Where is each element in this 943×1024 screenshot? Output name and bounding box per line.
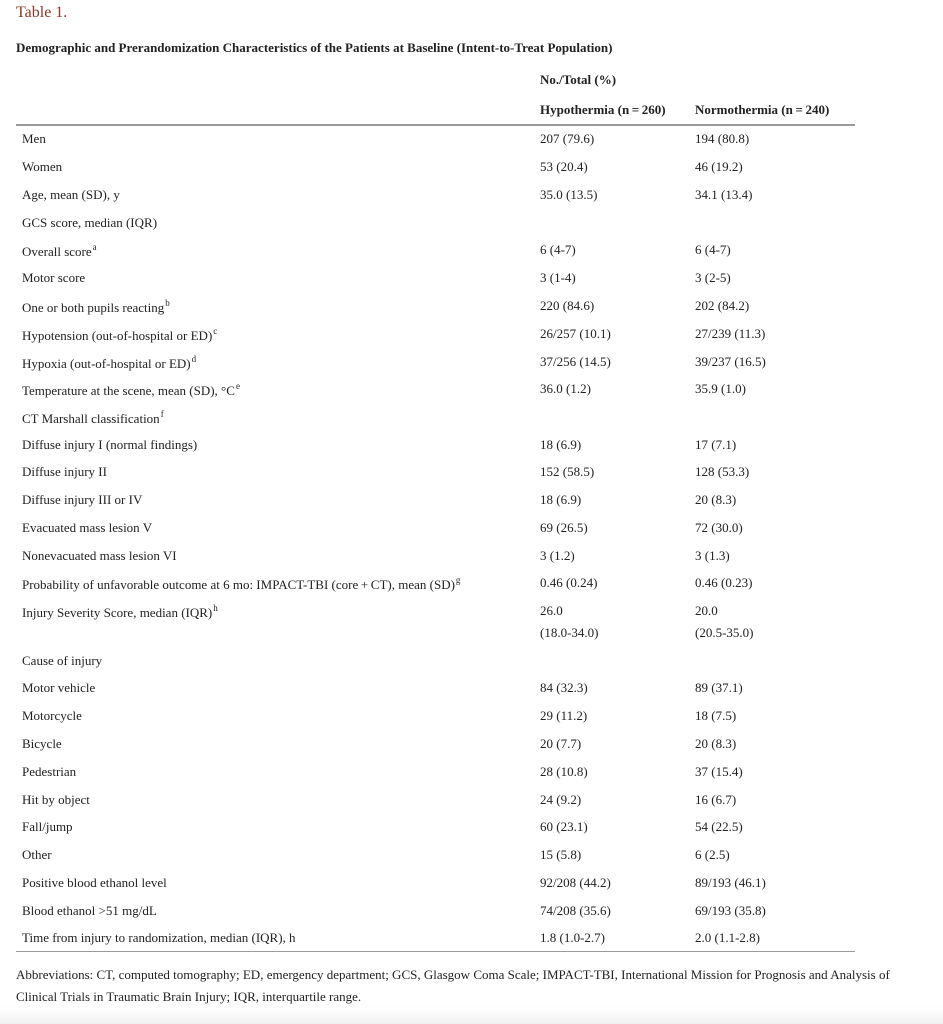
normothermia-value-range: (20.5-35.0) bbox=[695, 625, 754, 640]
row-label bbox=[22, 792, 90, 808]
hypothermia-value-text: 20 (7.7) bbox=[540, 736, 582, 751]
normothermia-value bbox=[695, 270, 731, 286]
normothermia-value bbox=[695, 736, 736, 752]
normothermia-value-text: 69/193 (35.8) bbox=[695, 903, 766, 918]
row-label-text: One or both pupils reacting bbox=[22, 300, 165, 315]
hypothermia-value-text: 6 (4-7) bbox=[540, 242, 576, 257]
hypothermia-value bbox=[540, 242, 576, 258]
normothermia-value bbox=[695, 354, 766, 370]
row-label bbox=[22, 131, 46, 147]
hypothermia-value bbox=[540, 464, 594, 480]
table-caption: Demographic and Prerandomization Characteristics of the Patients at Baseline (Intent-to-Treat Population) bbox=[16, 40, 613, 55]
row-label bbox=[22, 270, 85, 286]
row-label-text: Bicycle bbox=[22, 736, 62, 751]
row-label-text: Motor vehicle bbox=[22, 680, 96, 695]
row-label bbox=[22, 875, 167, 891]
normothermia-value bbox=[695, 381, 746, 397]
hypothermia-value bbox=[540, 159, 588, 175]
normothermia-value-text: 3 (1.3) bbox=[695, 548, 730, 563]
row-label bbox=[22, 409, 164, 427]
normothermia-value-text: 20 (8.3) bbox=[695, 736, 737, 751]
normothermia-value-text: 27/239 (11.3) bbox=[695, 326, 766, 341]
hypothermia-value-text: 26/257 (10.1) bbox=[540, 326, 611, 341]
normothermia-value-text: 34.1 (13.4) bbox=[695, 187, 753, 202]
normothermia-value bbox=[695, 708, 736, 724]
row-label-text: Motor score bbox=[22, 270, 86, 285]
normothermia-value bbox=[695, 903, 766, 919]
normothermia-value bbox=[695, 603, 754, 641]
row-label-text: Evacuated mass lesion V bbox=[22, 520, 153, 535]
row-label bbox=[22, 326, 217, 344]
row-label bbox=[22, 242, 97, 260]
normothermia-value-text: 89/193 (46.1) bbox=[695, 875, 766, 890]
normothermia-value bbox=[695, 326, 765, 342]
normothermia-value bbox=[695, 680, 743, 696]
hypothermia-value-text: 3 (1.2) bbox=[540, 548, 575, 563]
row-label bbox=[22, 381, 240, 399]
normothermia-value-text: 128 (53.3) bbox=[695, 464, 750, 479]
row-label bbox=[22, 575, 460, 593]
normothermia-value-text: 16 (6.7) bbox=[695, 792, 737, 807]
hypothermia-value-text: 18 (6.9) bbox=[540, 492, 582, 507]
normothermia-value-text: 0.46 (0.23) bbox=[695, 575, 753, 590]
normothermia-value-text: 6 (2.5) bbox=[695, 847, 730, 862]
column-header-normothermia: Normothermia (n = 240) bbox=[695, 102, 830, 117]
hypothermia-value-text: 53 (20.4) bbox=[540, 159, 588, 174]
footnote-marker: g bbox=[455, 575, 461, 585]
normothermia-value bbox=[695, 792, 736, 808]
normothermia-value-text: 6 (4-7) bbox=[695, 242, 731, 257]
hypothermia-value bbox=[540, 819, 588, 835]
hypothermia-value bbox=[540, 131, 594, 147]
hypothermia-value-text: 29 (11.2) bbox=[540, 708, 588, 723]
normothermia-value-text: 2.0 (1.1-2.8) bbox=[695, 930, 760, 945]
normothermia-value-text: 89 (37.1) bbox=[695, 680, 743, 695]
hypothermia-value bbox=[540, 736, 581, 752]
row-label bbox=[22, 930, 296, 946]
hypothermia-value-text: 3 (1-4) bbox=[540, 270, 576, 285]
normothermia-value bbox=[695, 492, 736, 508]
hypothermia-value bbox=[540, 187, 597, 203]
row-label bbox=[22, 736, 62, 752]
hypothermia-value-text: 74/208 (35.6) bbox=[540, 903, 611, 918]
normothermia-value bbox=[695, 847, 730, 863]
normothermia-value bbox=[695, 187, 752, 203]
normothermia-value-text: 194 (80.8) bbox=[695, 131, 750, 146]
hypothermia-value bbox=[540, 603, 599, 641]
column-header-hypothermia: Hypothermia (n = 260) bbox=[540, 102, 666, 117]
row-label bbox=[22, 847, 52, 863]
column-group-header: No./Total (%) bbox=[540, 72, 617, 87]
normothermia-value bbox=[695, 764, 743, 780]
row-label-text: Overall score bbox=[22, 244, 92, 259]
normothermia-value bbox=[695, 930, 760, 946]
row-label-text: Blood ethanol >51 mg/dL bbox=[22, 903, 157, 918]
row-label-text: Motorcycle bbox=[22, 708, 82, 723]
footnote-marker: c bbox=[213, 326, 218, 336]
row-label bbox=[22, 159, 62, 175]
row-label bbox=[22, 680, 95, 696]
hypothermia-value-text: 37/256 (14.5) bbox=[540, 354, 611, 369]
row-label-text: Men bbox=[22, 131, 46, 146]
row-label bbox=[22, 903, 157, 919]
footnote-marker: e bbox=[235, 381, 240, 391]
row-label-text: Fall/jump bbox=[22, 819, 73, 834]
row-label-text: Injury Severity Score, median (IQR) bbox=[22, 605, 213, 620]
row-label-text: Age, mean (SD), y bbox=[22, 187, 120, 202]
normothermia-value-text: 46 (19.2) bbox=[695, 159, 743, 174]
normothermia-value bbox=[695, 437, 736, 453]
hypothermia-value bbox=[540, 492, 581, 508]
hypothermia-value bbox=[540, 298, 594, 314]
row-label-text: Positive blood ethanol level bbox=[22, 875, 167, 890]
row-label bbox=[22, 708, 82, 724]
row-label bbox=[22, 520, 152, 536]
normothermia-value-text: 17 (7.1) bbox=[695, 437, 737, 452]
hypothermia-value-text: 1.8 (1.0-2.7) bbox=[540, 930, 605, 945]
normothermia-value bbox=[695, 575, 752, 591]
row-label bbox=[22, 819, 73, 835]
normothermia-value-text: 72 (30.0) bbox=[695, 520, 743, 535]
normothermia-value bbox=[695, 242, 731, 258]
row-label-text: GCS score, median (IQR) bbox=[22, 215, 158, 230]
row-label bbox=[22, 464, 107, 480]
hypothermia-value bbox=[540, 792, 581, 808]
row-label bbox=[22, 764, 76, 780]
footnote-marker: d bbox=[191, 354, 197, 364]
row-label-text: Hypoxia (out-of-hospital or ED) bbox=[22, 356, 191, 371]
hypothermia-value-text: 18 (6.9) bbox=[540, 437, 582, 452]
footnote-marker: h bbox=[213, 603, 218, 613]
hypothermia-value bbox=[540, 520, 588, 536]
row-label-text: Diffuse injury I (normal findings) bbox=[22, 437, 198, 452]
row-label bbox=[22, 492, 142, 508]
row-label bbox=[22, 215, 157, 231]
row-label-text: Pedestrian bbox=[22, 764, 77, 779]
row-label-text: Nonevacuated mass lesion VI bbox=[22, 548, 177, 563]
normothermia-value bbox=[695, 298, 749, 314]
normothermia-value-text: 39/237 (16.5) bbox=[695, 354, 766, 369]
footnote-marker: b bbox=[165, 298, 170, 308]
row-label-text: Hypotension (out-of-hospital or ED) bbox=[22, 328, 213, 343]
hypothermia-value-text: 60 (23.1) bbox=[540, 819, 588, 834]
hypothermia-value-text: 0.46 (0.24) bbox=[540, 575, 598, 590]
footnote-marker: a bbox=[92, 242, 97, 252]
hypothermia-value-text: 152 (58.5) bbox=[540, 464, 595, 479]
normothermia-value-text: 54 (22.5) bbox=[695, 819, 743, 834]
hypothermia-value-text: 15 (5.8) bbox=[540, 847, 582, 862]
hypothermia-value bbox=[540, 575, 597, 591]
hypothermia-value bbox=[540, 354, 611, 370]
hypothermia-value bbox=[540, 548, 575, 564]
hypothermia-value bbox=[540, 903, 611, 919]
table-label: Table 1. bbox=[16, 4, 68, 21]
row-label bbox=[22, 653, 102, 669]
normothermia-value bbox=[695, 131, 749, 147]
row-label bbox=[22, 437, 197, 453]
hypothermia-value bbox=[540, 326, 611, 342]
normothermia-value-text: 202 (84.2) bbox=[695, 298, 750, 313]
row-label-text: CT Marshall classification bbox=[22, 411, 160, 426]
hypothermia-value bbox=[540, 875, 611, 891]
normothermia-value-text: 37 (15.4) bbox=[695, 764, 743, 779]
table-bottom-rule bbox=[16, 951, 855, 952]
normothermia-value-text: 20.0 bbox=[695, 603, 718, 618]
table-footnote: Abbreviations: CT, computed tomography; ED, emergency department; GCS, Glasgow Coma Scale; IMPACT-TBI, International Mission for Prognosis and Analysis of Clinical Trials in Traumatic Brain Injury; IQR, interquartile range. bbox=[16, 967, 890, 1004]
row-label-text: Time from injury to randomization, median (IQR), h bbox=[22, 930, 296, 945]
row-label-text: Hit by object bbox=[22, 792, 90, 807]
table-top-rule bbox=[16, 124, 855, 126]
row-label bbox=[22, 298, 170, 316]
hypothermia-value-text: 220 (84.6) bbox=[540, 298, 595, 313]
hypothermia-value bbox=[540, 270, 576, 286]
hypothermia-value bbox=[540, 437, 581, 453]
hypothermia-value-text: 36.0 (1.2) bbox=[540, 381, 591, 396]
row-label-text: Women bbox=[22, 159, 63, 174]
hypothermia-value bbox=[540, 381, 591, 397]
normothermia-value bbox=[695, 464, 749, 480]
hypothermia-value-range: (18.0-34.0) bbox=[540, 625, 599, 640]
row-label-text: Temperature at the scene, mean (SD), °C bbox=[22, 383, 235, 398]
row-label-text: Probability of unfavorable outcome at 6 mo: IMPACT-TBI (core + CT), mean (SD) bbox=[22, 577, 455, 592]
hypothermia-value bbox=[540, 764, 588, 780]
normothermia-value bbox=[695, 159, 743, 175]
normothermia-value-text: 3 (2-5) bbox=[695, 270, 731, 285]
hypothermia-value-text: 28 (10.8) bbox=[540, 764, 588, 779]
row-label bbox=[22, 354, 196, 372]
hypothermia-value-text: 207 (79.6) bbox=[540, 131, 595, 146]
row-label bbox=[22, 187, 120, 203]
normothermia-value-text: 20 (8.3) bbox=[695, 492, 737, 507]
normothermia-value bbox=[695, 548, 730, 564]
hypothermia-value bbox=[540, 847, 581, 863]
hypothermia-value bbox=[540, 708, 587, 724]
normothermia-value bbox=[695, 875, 766, 891]
hypothermia-value-text: 92/208 (44.2) bbox=[540, 875, 611, 890]
hypothermia-value bbox=[540, 680, 588, 696]
hypothermia-value-text: 84 (32.3) bbox=[540, 680, 588, 695]
row-label-text: Other bbox=[22, 847, 52, 862]
hypothermia-value-text: 35.0 (13.5) bbox=[540, 187, 598, 202]
normothermia-value-text: 35.9 (1.0) bbox=[695, 381, 746, 396]
row-label-text: Diffuse injury II bbox=[22, 464, 107, 479]
row-label-text: Cause of injury bbox=[22, 653, 103, 668]
normothermia-value bbox=[695, 819, 743, 835]
row-label bbox=[22, 548, 177, 564]
hypothermia-value-text: 69 (26.5) bbox=[540, 520, 588, 535]
hypothermia-value bbox=[540, 930, 605, 946]
hypothermia-value-text: 24 (9.2) bbox=[540, 792, 582, 807]
normothermia-value-text: 18 (7.5) bbox=[695, 708, 737, 723]
page-bottom-fade bbox=[0, 1006, 943, 1024]
hypothermia-value-text: 26.0 bbox=[540, 603, 563, 618]
footnote-marker: f bbox=[160, 409, 164, 419]
row-label-text: Diffuse injury III or IV bbox=[22, 492, 143, 507]
normothermia-value bbox=[695, 520, 743, 536]
row-label bbox=[22, 603, 218, 621]
